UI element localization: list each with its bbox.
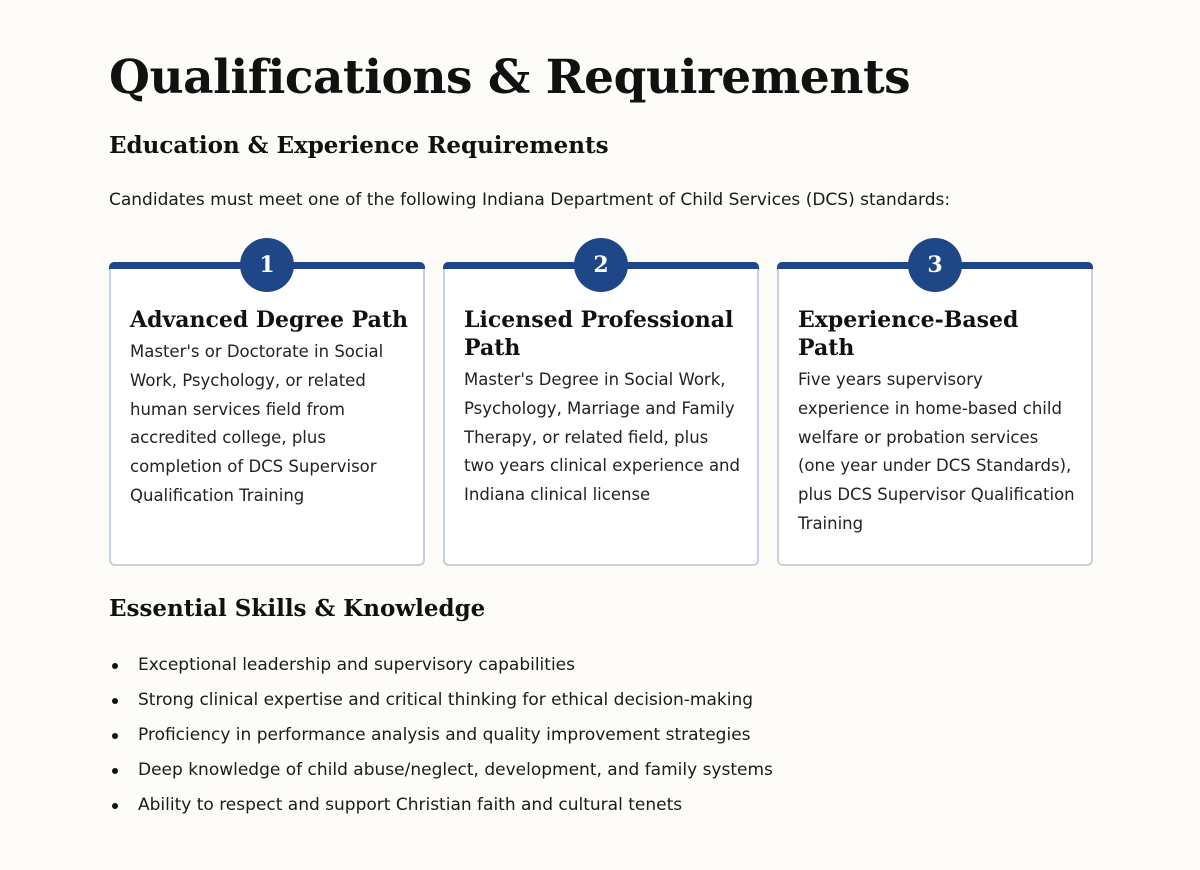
skill-text: Strong clinical expertise and critical thinking for ethical decision-making [138, 690, 754, 710]
bullet-icon [112, 803, 118, 809]
path-number-badge: 3 [908, 238, 962, 292]
bullet-icon [112, 663, 118, 669]
path-card-advanced-degree [109, 252, 425, 566]
path-title: Licensed Professional Path [464, 307, 734, 361]
path-description: Master's or Doctorate in Social Work, Psychology, or related human services field from accredited college, plus completion of DCS Supervisor Qualification Training [130, 342, 384, 505]
list-item [109, 652, 773, 687]
requirement-paths [109, 238, 1094, 570]
list-item [109, 687, 773, 722]
path-description: Master's Degree in Social Work, Psychology, Marriage and Family Therapy, or related field, plus two years clinical experience and Indiana clinical license [464, 370, 740, 505]
bullet-icon [112, 698, 118, 704]
skill-text: Ability to respect and support Christian faith and cultural tenets [138, 795, 683, 815]
education-heading: Education & Experience Requirements [109, 132, 609, 159]
skill-text: Exceptional leadership and supervisory capabilities [138, 655, 575, 675]
skills-list [109, 652, 773, 827]
path-number-badge: 2 [574, 238, 628, 292]
skills-heading: Essential Skills & Knowledge [109, 595, 486, 622]
bullet-icon [112, 733, 118, 739]
skill-text: Proficiency in performance analysis and quality improvement strategies [138, 725, 751, 745]
list-item [109, 757, 773, 792]
education-intro: Candidates must meet one of the following Indiana Department of Child Services (DCS) standards: [109, 190, 951, 210]
path-card-licensed-professional [443, 252, 759, 566]
path-title: Experience-Based Path [798, 307, 1019, 361]
path-title: Advanced Degree Path [130, 307, 408, 333]
bullet-icon [112, 768, 118, 774]
list-item [109, 792, 773, 827]
skill-text: Deep knowledge of child abuse/neglect, development, and family systems [138, 760, 773, 780]
list-item [109, 722, 773, 757]
path-number-badge: 1 [240, 238, 294, 292]
page-title: Qualifications & Requirements [109, 50, 911, 105]
path-card-experience-based [777, 252, 1093, 566]
path-description: Five years supervisory experience in home-based child welfare or probation services (one year under DCS Standards), plus DCS Supervisor Qualification Training [798, 370, 1075, 533]
